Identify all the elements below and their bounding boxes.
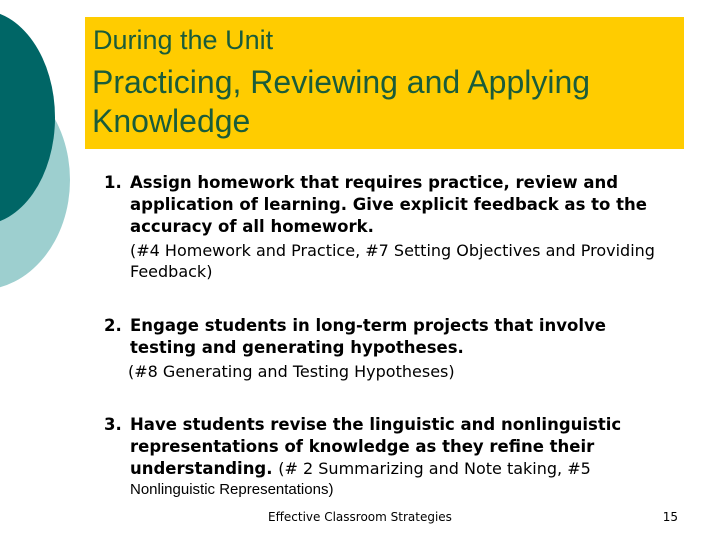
item-reference-cont: Nonlinguistic Representations) bbox=[130, 481, 334, 498]
list-item-3 bbox=[104, 414, 674, 499]
item-text: Engage students in long-term projects that involve testing and generating hypotheses. bbox=[130, 316, 606, 357]
slide-title: Practicing, Reviewing and Applying Knowledge bbox=[92, 64, 591, 139]
item-reference: (#8 Generating and Testing Hypotheses) bbox=[128, 362, 455, 381]
page-number: 15 bbox=[662, 510, 678, 524]
footer-title: Effective Classroom Strategies bbox=[268, 510, 452, 524]
slide-subtitle: During the Unit bbox=[93, 25, 274, 55]
item-text-block bbox=[130, 414, 674, 480]
item-reference-inline: (# 2 Summarizing and Note taking, #5 bbox=[278, 459, 591, 478]
item-reference: (#4 Homework and Practice, #7 Setting Objectives and Providing Feedback) bbox=[130, 241, 655, 281]
item-number: 3. bbox=[104, 415, 122, 434]
item-number: 1. bbox=[104, 173, 122, 192]
title-banner bbox=[85, 17, 684, 149]
item-text: Assign homework that requires practice, review and application of learning. Give explicit feedback as to the accuracy of all homework. bbox=[130, 173, 647, 236]
list-item-2 bbox=[104, 315, 674, 382]
item-text: Have students revise the linguistic and nonlinguistic representations of knowledge as they refine their understanding. bbox=[130, 415, 622, 478]
item-number: 2. bbox=[104, 316, 122, 335]
list-item-1 bbox=[104, 172, 674, 282]
